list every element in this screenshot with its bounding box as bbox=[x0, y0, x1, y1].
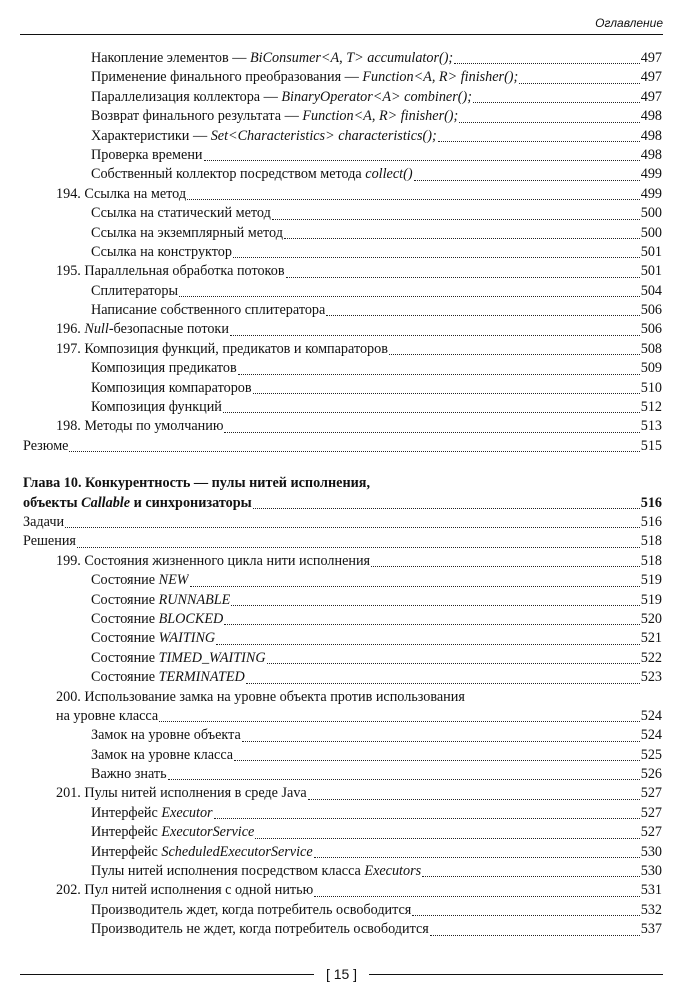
toc-entry[interactable] bbox=[23, 127, 662, 146]
toc-entry-page: 522 bbox=[640, 649, 662, 666]
leader-dots bbox=[223, 412, 640, 413]
toc-entry-title: Применение финального преобразования — Function<A, R> finisher(); bbox=[91, 69, 519, 86]
leader-dots bbox=[314, 896, 640, 897]
toc-entry[interactable] bbox=[23, 301, 662, 320]
toc-entry[interactable] bbox=[23, 243, 662, 262]
toc-entry[interactable] bbox=[23, 359, 662, 378]
toc-entry-page: 527 bbox=[640, 804, 662, 821]
toc-group-chapter10 bbox=[23, 513, 662, 688]
leader-dots bbox=[314, 857, 640, 858]
toc-entry-title: Интерфейс Executor bbox=[91, 804, 213, 821]
toc-entry-page: 497 bbox=[640, 50, 662, 66]
leader-dots bbox=[230, 335, 640, 336]
toc-entry[interactable] bbox=[23, 746, 662, 765]
toc-entry-title: Ссылка на статический метод bbox=[91, 205, 271, 222]
toc-entry-title: 198. Методы по умолчанию bbox=[56, 418, 224, 435]
toc-entry-page: 509 bbox=[640, 360, 662, 377]
toc-entry-page: 527 bbox=[640, 785, 662, 802]
toc-entry[interactable] bbox=[23, 513, 662, 532]
toc-entry[interactable] bbox=[23, 552, 662, 571]
toc-entry-page: 508 bbox=[640, 340, 662, 357]
leader-dots bbox=[233, 257, 640, 258]
toc-entry-page: 518 bbox=[640, 533, 662, 550]
footer-page-number: [ 15 ] bbox=[325, 966, 358, 982]
toc-entry-title: 196. Null-безопасные потоки bbox=[56, 321, 229, 338]
toc-entry[interactable] bbox=[23, 340, 662, 359]
toc-entry-page: 498 bbox=[640, 108, 662, 125]
toc-entry[interactable] bbox=[23, 843, 662, 862]
chapter-title-text: объекты bbox=[23, 494, 82, 511]
leader-dots bbox=[159, 721, 640, 722]
toc-entry[interactable] bbox=[23, 417, 662, 436]
footer-rule-right bbox=[369, 974, 663, 975]
toc-entry[interactable] bbox=[23, 379, 662, 398]
toc-entry[interactable] bbox=[23, 262, 662, 281]
toc-entry-page: 515 bbox=[640, 437, 662, 454]
leader-dots bbox=[459, 122, 639, 123]
leader-dots bbox=[253, 393, 640, 394]
leader-dots bbox=[190, 586, 640, 587]
running-header bbox=[20, 14, 663, 35]
leader-dots bbox=[308, 799, 640, 800]
leader-dots bbox=[414, 180, 640, 181]
leader-dots bbox=[326, 315, 639, 316]
chapter-gap bbox=[23, 456, 662, 474]
toc-entry-page: 527 bbox=[640, 824, 662, 841]
leader-dots bbox=[187, 199, 640, 200]
toc-entry[interactable] bbox=[23, 591, 662, 610]
toc-entry[interactable] bbox=[23, 629, 662, 648]
toc-entry-title: Интерфейс ExecutorService bbox=[91, 824, 255, 841]
toc-entry[interactable] bbox=[23, 668, 662, 687]
toc-entry-page: 537 bbox=[640, 921, 662, 938]
toc-entry-title: Характеристики — Set<Characteristics> characteristics(); bbox=[91, 127, 437, 144]
leader-dots bbox=[267, 663, 640, 664]
toc-entry-page: 497 bbox=[640, 88, 662, 105]
toc-entry[interactable] bbox=[23, 804, 662, 823]
toc-entry-title: 199. Состояния жизненного цикла нити исполнения bbox=[56, 552, 371, 569]
toc-entry[interactable] bbox=[23, 282, 662, 301]
leader-dots bbox=[284, 238, 640, 239]
toc-entry-title: Замок на уровне класса bbox=[91, 746, 234, 763]
chapter-title-italic: Callable bbox=[81, 494, 131, 511]
toc-entry-title: Состояние WAITING bbox=[91, 630, 216, 647]
toc-entry[interactable] bbox=[23, 784, 662, 803]
toc-entry-title: Пулы нитей исполнения посредством класса Executors bbox=[91, 863, 422, 880]
leader-dots bbox=[412, 915, 639, 916]
leader-dots bbox=[65, 527, 640, 528]
page-footer bbox=[20, 962, 663, 986]
toc-entry-title: Замок на уровне объекта bbox=[91, 727, 241, 744]
table-of-contents bbox=[23, 49, 662, 940]
toc-entry-page: 519 bbox=[640, 591, 662, 608]
toc-entry[interactable] bbox=[23, 437, 662, 456]
leader-dots bbox=[168, 779, 640, 780]
toc-entry-page: 506 bbox=[640, 321, 662, 338]
toc-entry-title: Ссылка на экземплярный метод bbox=[91, 224, 283, 241]
toc-entry-title: Собственный коллектор посредством метода collect() bbox=[91, 166, 413, 183]
toc-entry-title: 202. Пул нитей исполнения с одной нитью bbox=[56, 882, 314, 899]
toc-entry-page: 530 bbox=[640, 843, 662, 860]
toc-entry-title: Композиция предикатов bbox=[91, 360, 237, 377]
toc-group-chapter10-cont bbox=[23, 726, 662, 939]
toc-entry-page: 504 bbox=[640, 282, 662, 299]
leader-dots bbox=[242, 741, 640, 742]
toc-entry[interactable] bbox=[23, 649, 662, 668]
leader-dots bbox=[214, 818, 640, 819]
toc-entry-title: Написание собственного сплитератора bbox=[91, 302, 326, 319]
leader-dots bbox=[430, 935, 640, 936]
chapter-heading[interactable] bbox=[23, 474, 662, 513]
toc-entry-page: 500 bbox=[640, 224, 662, 241]
toc-entry-title: 201. Пулы нитей исполнения в среде Java bbox=[56, 785, 307, 802]
leader-dots bbox=[371, 566, 640, 567]
toc-entry-title: Интерфейс ScheduledExecutorService bbox=[91, 843, 313, 860]
toc-entry-page: 526 bbox=[640, 766, 662, 783]
toc-entry-title: Решения bbox=[23, 533, 76, 550]
toc-entry-title: Накопление элементов — BiConsumer<A, T> accumulator(); bbox=[91, 50, 454, 66]
toc-entry[interactable] bbox=[23, 185, 662, 204]
toc-entry-200-text: на уровне класса bbox=[56, 707, 159, 724]
toc-entry-page: 497 bbox=[640, 69, 662, 86]
leader-dots bbox=[272, 219, 640, 220]
toc-group-chapter9 bbox=[23, 49, 662, 456]
leader-dots bbox=[286, 277, 640, 278]
toc-entry-page: 498 bbox=[640, 127, 662, 144]
toc-entry-page: 523 bbox=[640, 669, 662, 686]
toc-entry[interactable] bbox=[23, 320, 662, 339]
toc-entry[interactable] bbox=[23, 610, 662, 629]
leader-dots bbox=[246, 683, 640, 684]
toc-entry-page: 499 bbox=[640, 166, 662, 183]
toc-entry[interactable] bbox=[23, 398, 662, 417]
toc-entry[interactable] bbox=[23, 920, 662, 939]
toc-entry-200-line2 bbox=[23, 707, 662, 726]
toc-entry-title: Параллелизация коллектора — BinaryOperator<A> combiner(); bbox=[91, 88, 472, 105]
chapter-title-line2 bbox=[23, 494, 662, 513]
toc-entry[interactable] bbox=[23, 901, 662, 920]
leader-dots bbox=[454, 63, 640, 64]
toc-entry-page: 524 bbox=[640, 727, 662, 744]
toc-entry-title: Возврат финального результата — Function<A, R> finisher(); bbox=[91, 108, 459, 125]
toc-entry-page: 532 bbox=[640, 901, 662, 918]
toc-entry[interactable] bbox=[23, 881, 662, 900]
toc-entry-page: 521 bbox=[640, 630, 662, 647]
chapter-page-number: 516 bbox=[640, 494, 662, 511]
leader-dots bbox=[204, 160, 640, 161]
toc-entry-title: Состояние BLOCKED bbox=[91, 610, 224, 627]
leader-dots bbox=[234, 760, 640, 761]
toc-entry[interactable] bbox=[23, 571, 662, 590]
toc-entry[interactable] bbox=[23, 726, 662, 745]
toc-entry-page: 520 bbox=[640, 610, 662, 627]
toc-entry[interactable] bbox=[23, 765, 662, 784]
toc-entry[interactable] bbox=[23, 146, 662, 165]
toc-entry-page: 531 bbox=[640, 882, 662, 899]
toc-entry-200-line1: 200. Использование замка на уровне объекта против использования bbox=[56, 688, 465, 705]
leader-dots bbox=[473, 102, 640, 103]
leader-dots bbox=[238, 374, 640, 375]
toc-entry-title: Сплитераторы bbox=[91, 282, 178, 299]
leader-dots bbox=[422, 876, 640, 877]
toc-entry-page: 499 bbox=[640, 185, 662, 202]
toc-entry[interactable] bbox=[23, 165, 662, 184]
leader-dots bbox=[224, 432, 639, 433]
toc-entry[interactable] bbox=[23, 107, 662, 126]
toc-entry[interactable] bbox=[23, 68, 662, 87]
footer-rule-left bbox=[20, 974, 314, 975]
toc-entry-title: Состояние RUNNABLE bbox=[91, 591, 231, 608]
chapter-title-line1: Глава 10. Конкурентность — пулы нитей исполнения, bbox=[23, 475, 371, 492]
toc-entry-title: Производитель ждет, когда потребитель освободится bbox=[91, 901, 412, 918]
toc-entry[interactable] bbox=[23, 823, 662, 842]
toc-entry[interactable] bbox=[23, 49, 662, 68]
toc-entry[interactable] bbox=[23, 204, 662, 223]
toc-entry-title: Композиция компараторов bbox=[91, 379, 252, 396]
toc-entry-200[interactable] bbox=[23, 688, 662, 727]
leader-dots bbox=[519, 83, 639, 84]
toc-entry-title: Производитель не ждет, когда потребитель освободится bbox=[91, 921, 429, 938]
toc-entry-page: 500 bbox=[640, 205, 662, 222]
leader-dots bbox=[224, 624, 639, 625]
toc-entry-title: Задачи bbox=[23, 513, 65, 530]
toc-entry-page: 512 bbox=[640, 399, 662, 416]
toc-entry-page: 513 bbox=[640, 418, 662, 435]
leader-dots bbox=[69, 451, 639, 452]
toc-entry-page: 501 bbox=[640, 263, 662, 280]
toc-entry-title: Резюме bbox=[23, 437, 69, 454]
toc-entry-title: Ссылка на конструктор bbox=[91, 243, 232, 260]
toc-entry-page: 506 bbox=[640, 302, 662, 319]
leader-dots bbox=[255, 838, 639, 839]
toc-entry[interactable] bbox=[23, 224, 662, 243]
toc-entry-200-page: 524 bbox=[640, 707, 662, 724]
toc-entry-page: 518 bbox=[640, 552, 662, 569]
toc-entry-page: 530 bbox=[640, 863, 662, 880]
toc-entry-page: 525 bbox=[640, 746, 662, 763]
leader-dots bbox=[438, 141, 640, 142]
toc-entry-title: Важно знать bbox=[91, 766, 167, 783]
toc-entry-title: Состояние TIMED_WAITING bbox=[91, 649, 266, 666]
toc-entry-page: 498 bbox=[640, 146, 662, 163]
leader-dots bbox=[231, 605, 639, 606]
toc-entry-page: 501 bbox=[640, 243, 662, 260]
leader-dots bbox=[253, 508, 640, 509]
toc-entry-title: Композиция функций bbox=[91, 399, 222, 416]
leader-dots bbox=[179, 296, 640, 297]
leader-dots bbox=[389, 354, 640, 355]
toc-entry[interactable] bbox=[23, 862, 662, 881]
toc-entry-page: 519 bbox=[640, 572, 662, 589]
toc-entry-title: 195. Параллельная обработка потоков bbox=[56, 263, 285, 280]
toc-entry-page: 516 bbox=[640, 513, 662, 530]
chapter-title-text-end: и синхронизаторы bbox=[130, 494, 252, 511]
toc-entry-title: 194. Ссылка на метод bbox=[56, 185, 187, 202]
leader-dots bbox=[216, 644, 640, 645]
toc-entry-title: Состояние NEW bbox=[91, 572, 189, 589]
toc-entry-title: 197. Композиция функций, предикатов и компараторов bbox=[56, 340, 388, 357]
leader-dots bbox=[77, 547, 640, 548]
toc-entry[interactable] bbox=[23, 532, 662, 551]
running-header-title: Оглавление bbox=[595, 16, 663, 30]
toc-entry-title: Проверка времени bbox=[91, 146, 203, 163]
toc-entry-page: 510 bbox=[640, 379, 662, 396]
toc-entry[interactable] bbox=[23, 88, 662, 107]
toc-entry-title: Состояние TERMINATED bbox=[91, 669, 245, 686]
